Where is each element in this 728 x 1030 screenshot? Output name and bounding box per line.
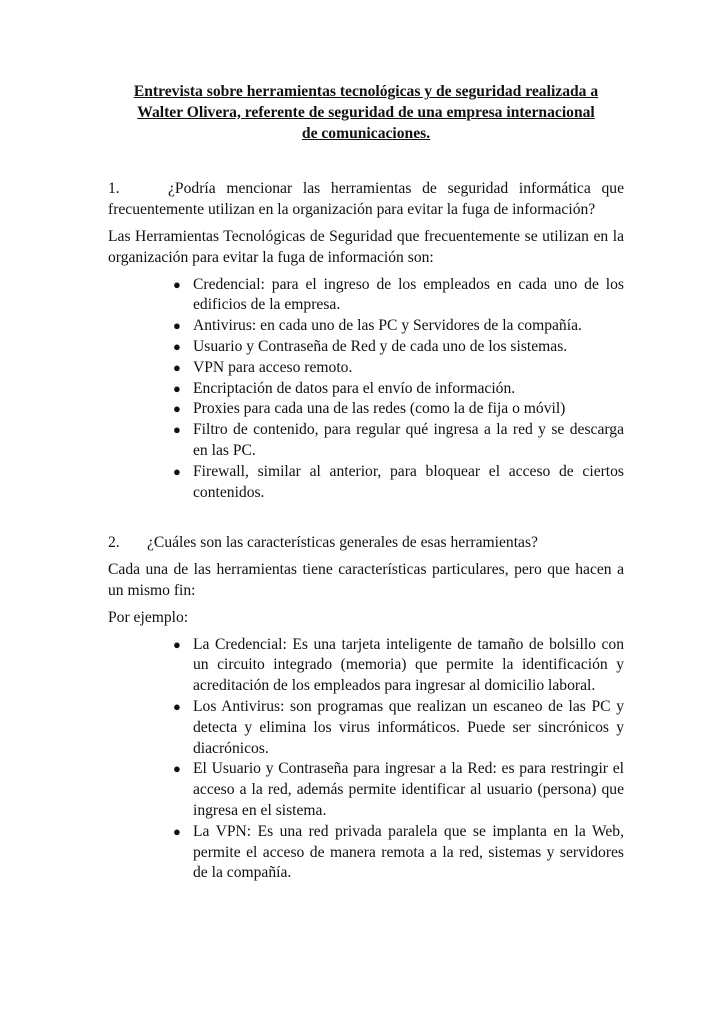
bullet-icon: ●	[173, 276, 181, 292]
list-item: ● Antivirus: en cada uno de las PC y Servidores de la compañía.	[193, 316, 624, 337]
document-title	[108, 82, 624, 144]
answer-2-list	[108, 635, 624, 885]
bullet-icon: ●	[173, 338, 181, 354]
list-item: ● El Usuario y Contraseña para ingresar a la Red: es para restringir el acceso a la red, además permite identificar al usuario (persona) que ingresa en el sistema.	[173, 760, 624, 819]
bullet-icon: ●	[173, 636, 181, 652]
question-1-text: ¿Podría mencionar las herramientas de seguridad informática que frecuentemente utilizan en la organización para evitar la fuga de información?	[108, 180, 624, 219]
bullet-icon: ●	[173, 422, 181, 438]
title-line-1: Entrevista sobre herramientas tecnológicas y de seguridad realizada a	[133, 83, 599, 100]
bullet-icon: ●	[173, 698, 181, 714]
list-item: ● La VPN: Es una red privada paralela que se implanta en la Web, permite el acceso de manera remota a la red, sistemas y servidores de la compañía.	[173, 822, 624, 882]
list-item: ● Firewall, similar al anterior, para bloquear el acceso de ciertos contenidos.	[173, 462, 624, 501]
answer-1-intro: Las Herramientas Tecnológicas de Seguridad que frecuentemente se utilizan en la organización para evitar la fuga de información son:	[108, 227, 624, 266]
bullet-icon: ●	[173, 380, 181, 396]
section-gap	[108, 503, 624, 533]
list-item: ● Filtro de contenido, para regular qué ingresa a la red y se descarga en las PC.	[173, 421, 624, 459]
question-2	[108, 533, 624, 554]
title-line-3: de comunicaciones.	[301, 124, 431, 142]
list-item: ● Encriptación de datos para el envío de información.	[193, 379, 624, 400]
question-1	[108, 179, 624, 221]
question-2-text: ¿Cuáles son las características generales de esas herramientas?	[147, 534, 538, 552]
list-item: ● Proxies para cada una de las redes (como la de fija o móvil)	[193, 399, 624, 420]
question-2-number: 2.	[108, 534, 120, 552]
list-item: ● Usuario y Contraseña de Red y de cada uno de los sistemas.	[193, 337, 624, 358]
answer-1-list	[108, 275, 624, 504]
bullet-icon: ●	[173, 318, 181, 334]
list-item: ● Credencial: para el ingreso de los empleados en cada uno de los edificios de la empresa.	[173, 275, 624, 314]
bullet-icon: ●	[173, 359, 181, 375]
example-label: Por ejemplo:	[108, 608, 189, 626]
question-1-number: 1.	[108, 180, 120, 198]
list-item: ● La Credencial: Es una tarjeta inteligente de tamaño de bolsillo con un circuito integrado (memoria) que permite la identificación y acreditación de los empleados para ingresar al domicilio laboral.	[173, 635, 624, 695]
bullet-icon: ●	[173, 761, 181, 777]
list-item: ● VPN para acceso remoto.	[193, 358, 624, 379]
title-line-2: Walter Olivera, referente de seguridad de una empresa internacional	[137, 103, 595, 121]
bullet-icon: ●	[173, 463, 181, 479]
answer-2-intro: Cada una de las herramientas tiene características particulares, pero que hacen a un mismo fin:	[108, 561, 624, 599]
bullet-icon: ●	[173, 401, 181, 417]
list-item: ● Los Antivirus: son programas que realizan un escaneo de las PC y detecta y elimina los virus informáticos. Puede ser sincrónicos y diacrónicos.	[173, 697, 624, 757]
bullet-icon: ●	[173, 823, 181, 839]
